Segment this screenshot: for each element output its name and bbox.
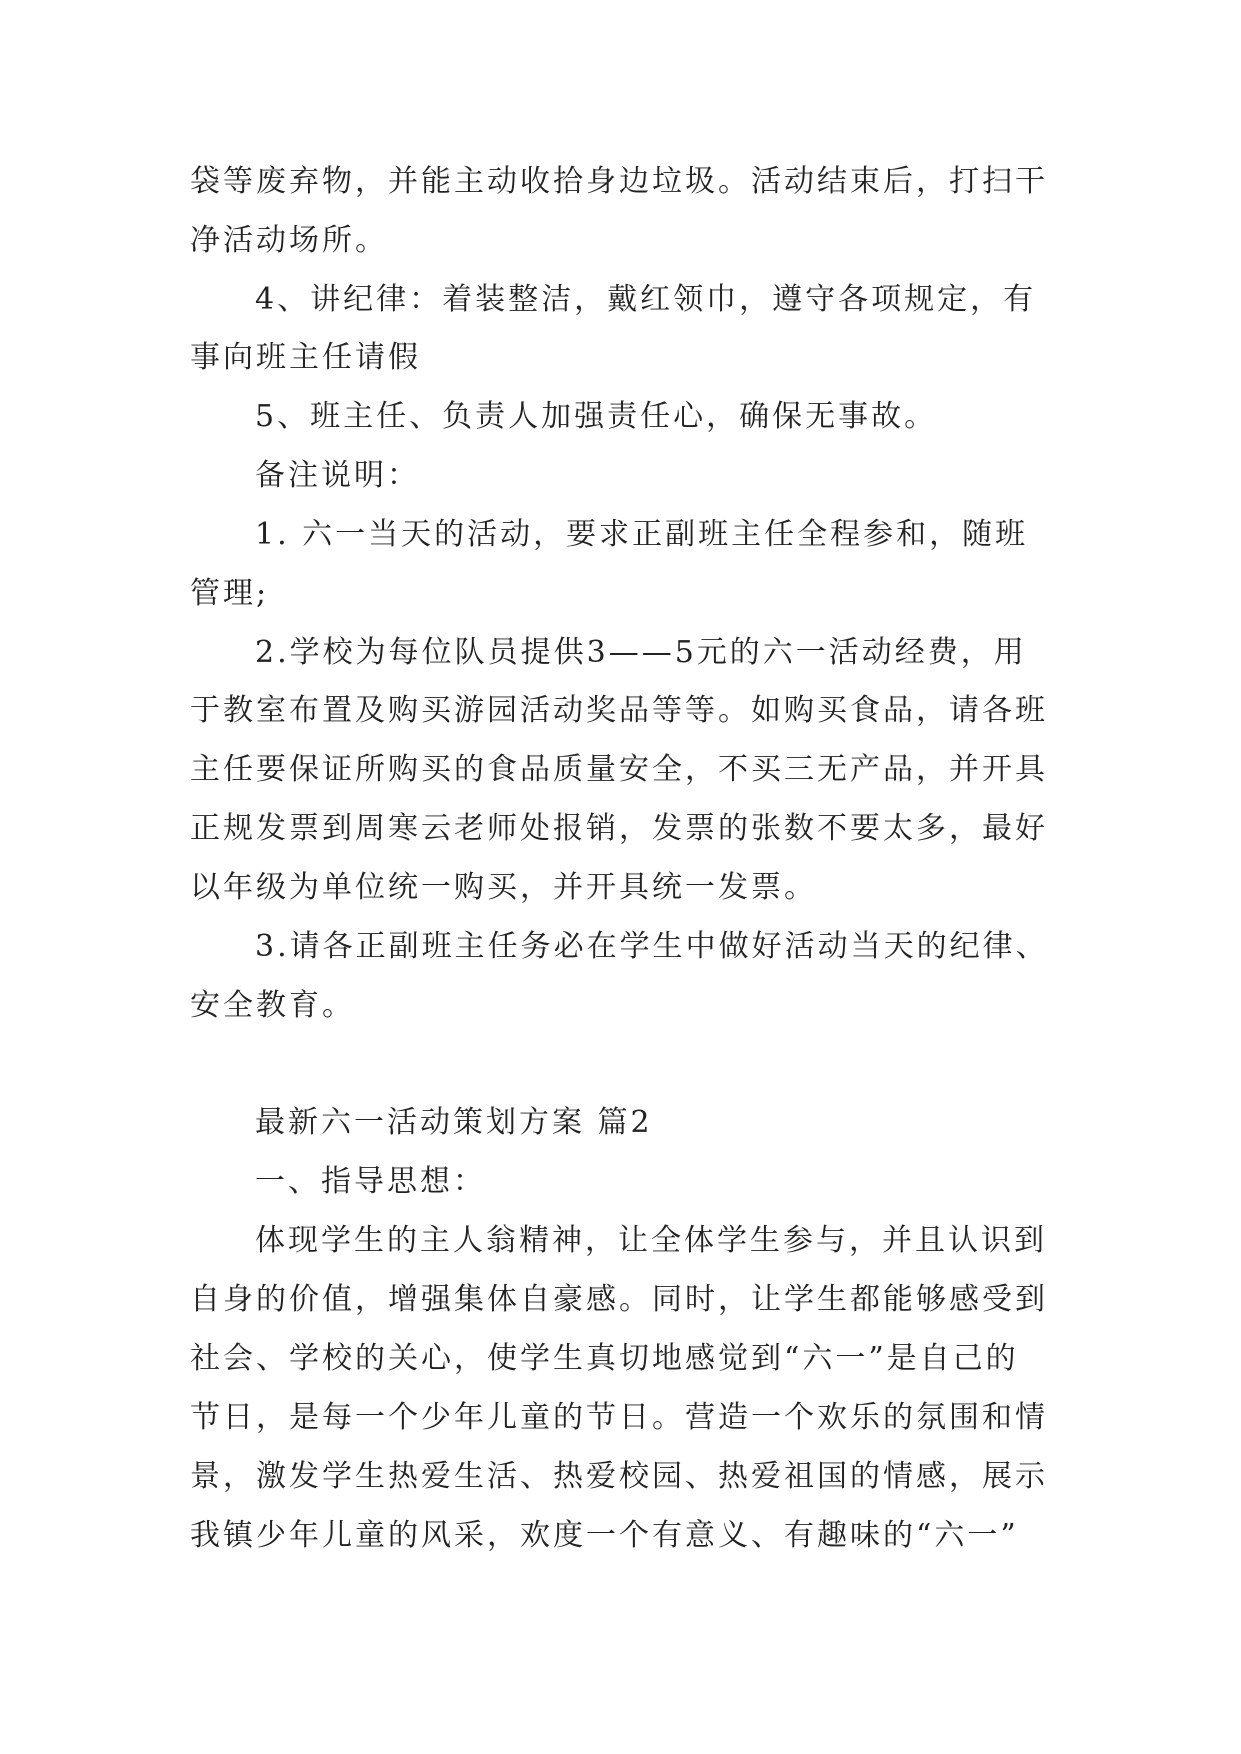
text-line: 管理;: [190, 576, 270, 611]
text-line: 袋等废弃物，并能主动收拾身边垃圾。活动结束后，打扫干: [190, 164, 1048, 199]
text-line: 我镇少年儿童的风采，欢度一个有意义、有趣味的“六一”: [190, 1518, 1019, 1553]
text-line: 节日，是每一个少年儿童的节日。营造一个欢乐的氛围和情: [190, 1400, 1048, 1435]
text-line: 正规发票到周寒云老师处报销，发票的张数不要太多，最好: [190, 811, 1048, 846]
text-line: 安全教育。: [190, 988, 355, 1023]
text-line: 4、讲纪律：着装整洁，戴红领巾，遵守各项规定，有: [255, 282, 1037, 317]
text-line: 体现学生的主人翁精神，让全体学生参与，并且认识到: [255, 1223, 1047, 1258]
text-line: 备注说明：: [255, 458, 420, 493]
text-line: 社会、学校的关心，使学生真切地感觉到“六一”是自己的: [190, 1341, 1019, 1376]
text-line: 5、班主任、负责人加强责任心，确保无事故。: [255, 399, 938, 434]
text-line: 事向班主任请假: [190, 340, 421, 375]
text-line: 景，激发学生热爱生活、热爱校园、热爱祖国的情感，展示: [190, 1459, 1048, 1494]
text-line: 于教室布置及购买游园活动奖品等等。如购买食品，请各班: [190, 693, 1048, 728]
text-line: 2.学校为每位队员提供3——5元的六一活动经费，用: [255, 635, 1027, 670]
section-heading: 最新六一活动策划方案 篇2: [255, 1105, 653, 1140]
text-line: 净活动场所。: [190, 223, 388, 258]
text-line: 以年级为单位统一购买，并开具统一发票。: [190, 870, 817, 905]
text-line: 自身的价值，增强集体自豪感。同时，让学生都能够感受到: [190, 1282, 1048, 1317]
subheading: 一、指导思想：: [255, 1164, 486, 1199]
text-line: 1. 六一当天的活动，要求正副班主任全程参和，随班: [255, 517, 1029, 552]
text-line: 主任要保证所购买的食品质量安全，不买三无产品，并开具: [190, 752, 1048, 787]
text-line: 3.请各正副班主任务必在学生中做好活动当天的纪律、: [255, 929, 1049, 964]
